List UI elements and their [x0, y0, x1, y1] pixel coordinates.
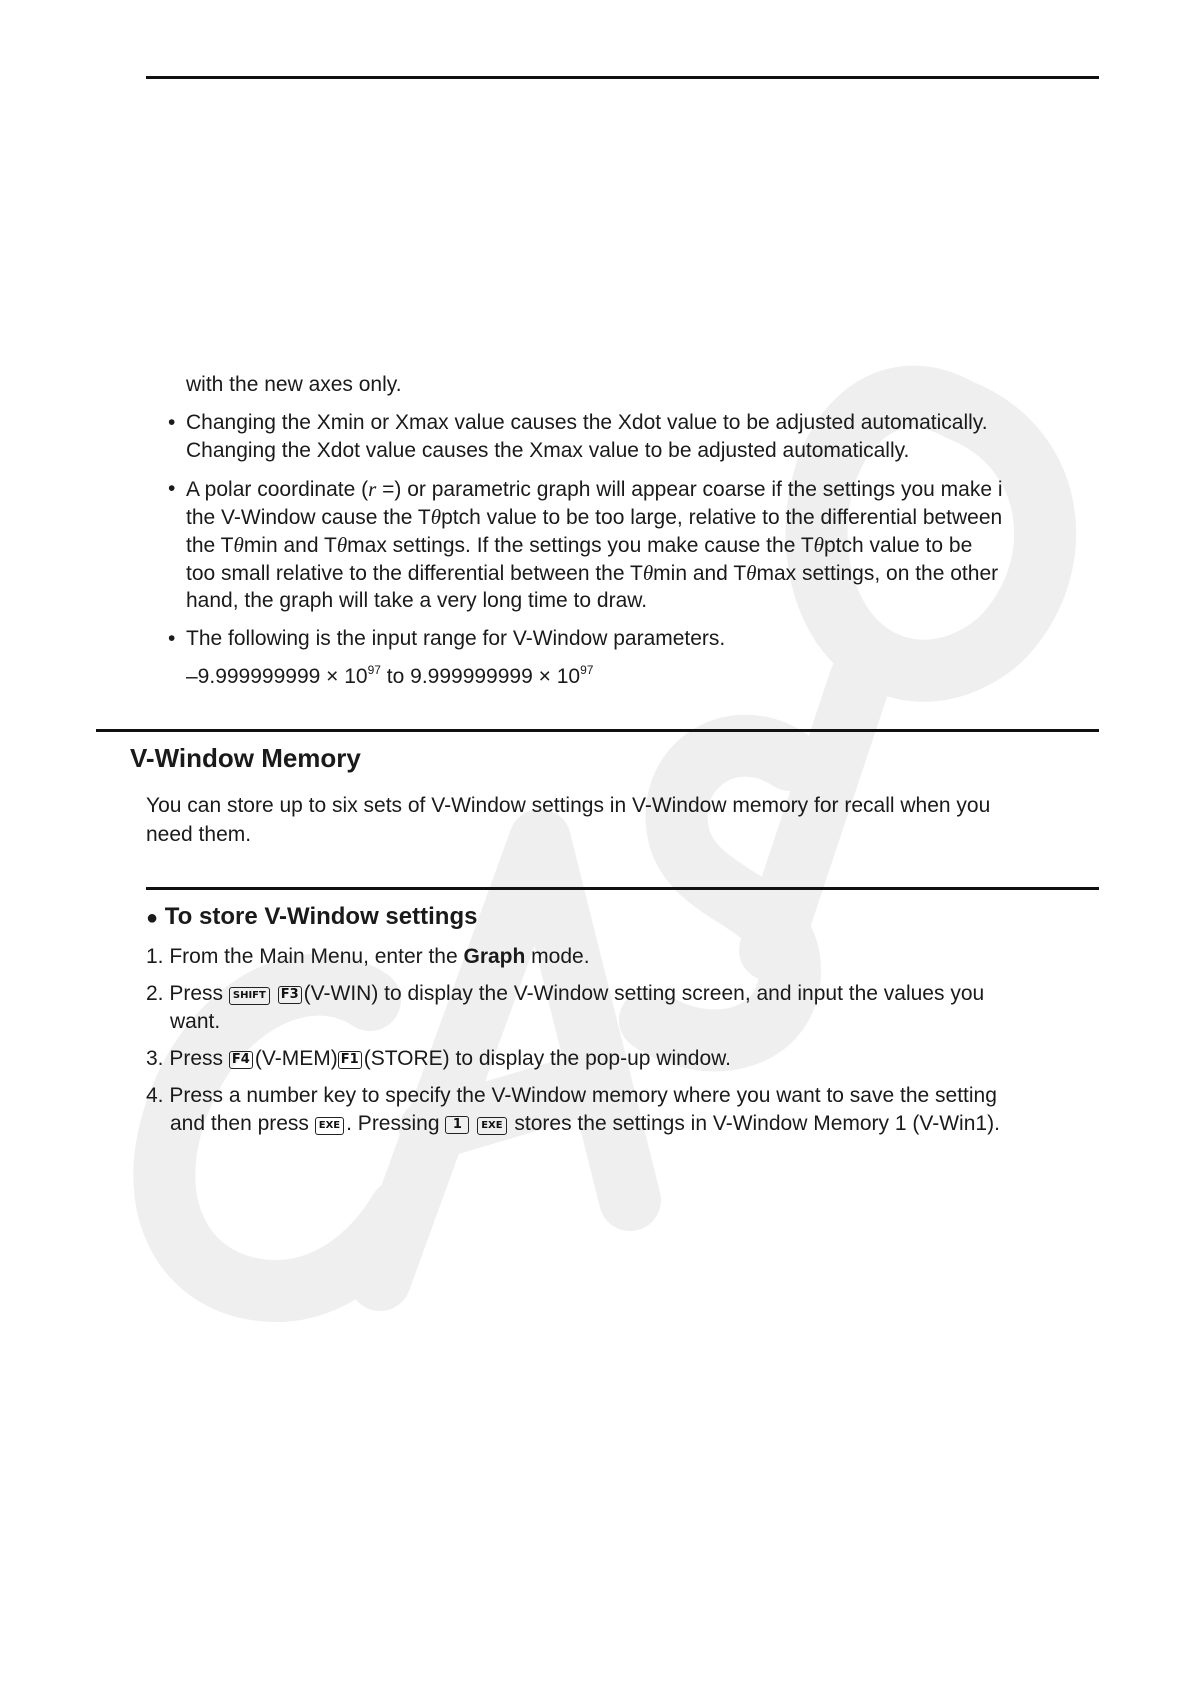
bullet-range-line: • The following is the input range for V-Window parameters. [168, 627, 726, 650]
f1-key-icon: F1 [338, 1051, 362, 1069]
procedure-bullet: ● [146, 907, 159, 929]
range-values: $-9.999999999 \times 10^{97}$ to $9.999999999 \times 10^{97}$ [186, 663, 594, 688]
bullet-xmin-line-1 [168, 409, 988, 437]
shift-key-icon: SHIFT [229, 987, 270, 1005]
section-intro-line-1: You can store up to six sets of V-Window settings in V-Window memory for recall when you [146, 794, 991, 817]
one-key-icon: 1 [445, 1116, 469, 1134]
section-intro-line-2: need them. [146, 823, 252, 846]
bullet-polar-line-4: too small relative to the differential between the Tθmin and Tθmax settings, on the other [186, 561, 999, 585]
top-rule [146, 76, 1099, 79]
step-3: 3. Press F4 (V-MEM) F1 (STORE) to display the pop-up window. [146, 1047, 731, 1070]
f4-key-icon: F4 [229, 1051, 253, 1069]
bullet-polar-line-5: hand, the graph will take a very long time to draw. [186, 589, 648, 612]
f3-key-icon: F3 [278, 986, 302, 1004]
bullet-text: Changing the Xmin or Xmax value causes the Xdot value to be adjusted automatically. [186, 411, 988, 434]
step-1: 1. From the Main Menu, enter the Graph mode. [146, 945, 590, 968]
step-2-line-1: 2. Press SHIFT F3 (V-WIN) to display the V-Window setting screen, and input the values you [146, 982, 985, 1005]
bullet-xmin-line-2: Changing the Xdot value causes the Xmax value to be adjusted automatically. [186, 439, 910, 462]
bullet-dot: • [168, 477, 176, 500]
continued-line: with the new axes only. [186, 373, 402, 396]
bullet-polar-line-2: the V-Window cause the Tθptch value to be too large, relative to the differential between [186, 505, 1003, 529]
bullet-dot: • [168, 411, 176, 434]
step-2-line-2: want. [170, 1010, 221, 1033]
bullet-polar-line-1: • A polar coordinate (r =) or parametric graph will appear coarse if the settings you make i [168, 477, 1003, 501]
step-4-line-1: 4. Press a number key to specify the V-Window memory where you want to save the setting [146, 1084, 997, 1107]
step-4-line-2: and then press EXE . Pressing 1 EXE stores the settings in V-Window Memory 1 (V-Win1). [170, 1112, 1000, 1135]
bullet-dot: • [168, 627, 176, 650]
bullet-polar-line-3: the Tθmin and Tθmax settings. If the settings you make cause the Tθptch value to be [186, 533, 973, 557]
exe-key-icon: EXE [477, 1117, 506, 1135]
section-rule [96, 729, 1099, 732]
procedure-title: ● To store V-Window settings [146, 903, 478, 930]
exe-key-icon: EXE [315, 1117, 344, 1135]
procedure-rule [146, 887, 1099, 890]
section-title: V-Window Memory [130, 743, 361, 773]
